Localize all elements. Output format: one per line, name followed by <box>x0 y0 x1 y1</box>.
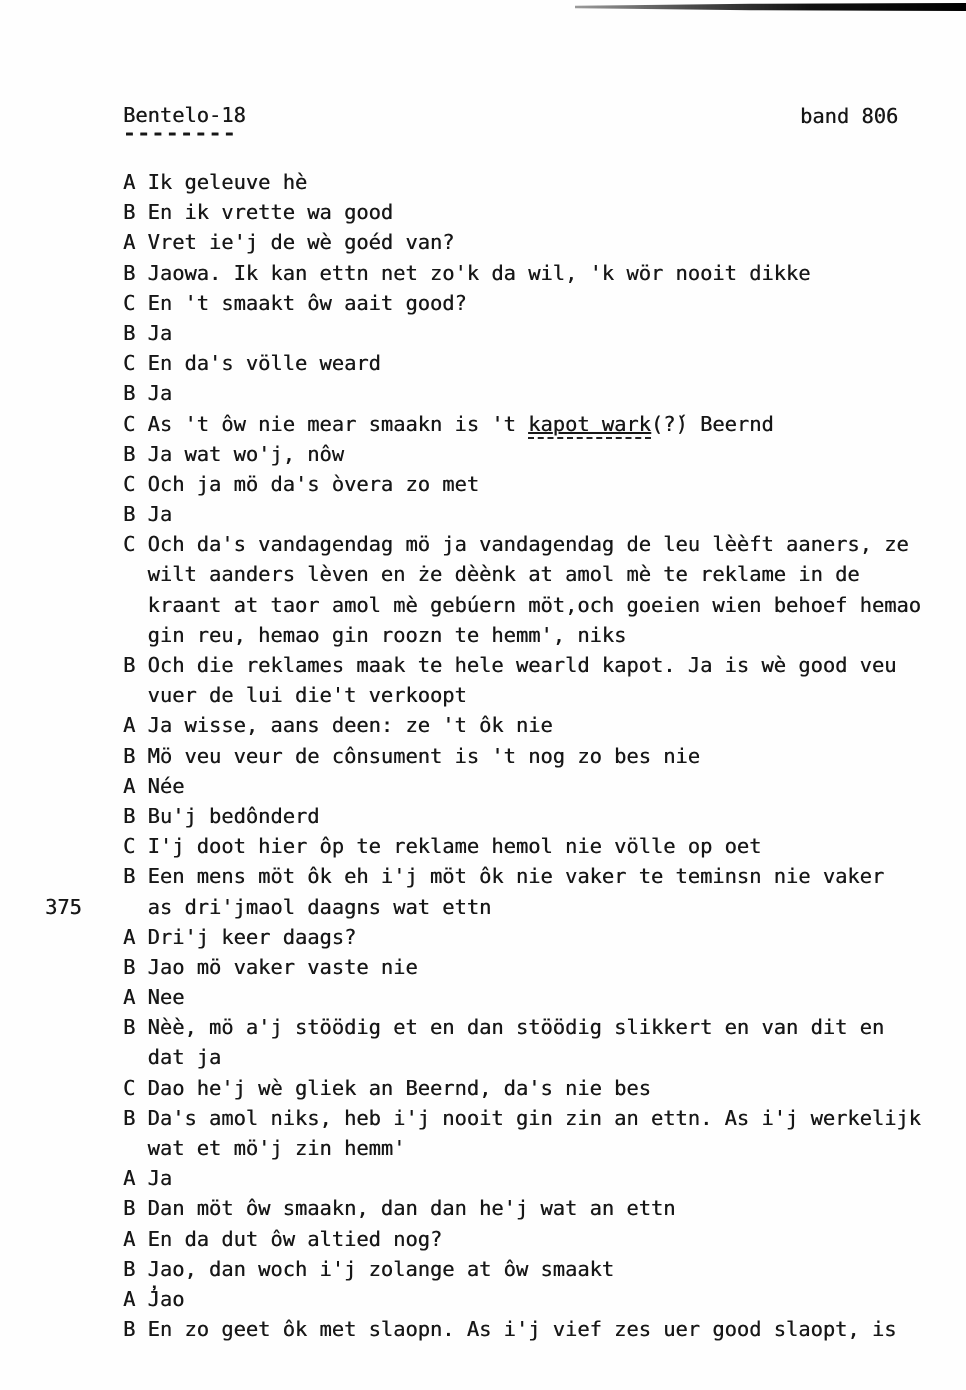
line-text: B Da's amol niks, heb i'j nooit gin zin an ettn. As i'j werkelijk <box>123 1105 921 1130</box>
line-text: A Ja wisse, aans deen: ze 't ôk nie <box>123 713 553 738</box>
transcript-line <box>123 680 943 710</box>
line-text: B Och die reklames maak te hele wearld kapot. Ja is wè good veu <box>123 653 897 677</box>
line-text: A J̓ao <box>123 1286 185 1311</box>
line-text: wilt aanders lèven en że dèènk at amol mè te reklame in de <box>123 562 860 587</box>
transcript-line <box>123 1042 943 1072</box>
line-text: B Ja <box>123 381 173 406</box>
line-text: B Jao mö vaker vaste nie <box>123 954 418 979</box>
transcript-line <box>123 771 943 801</box>
line-text: as dri'jmaol daagns wat ettn <box>123 894 492 919</box>
transcript-line <box>123 1224 943 1254</box>
transcript-line <box>123 409 943 439</box>
transcript-line <box>123 831 943 861</box>
line-text: A Née <box>123 773 185 798</box>
transcript-line <box>123 288 943 318</box>
transcript-line <box>123 1254 943 1284</box>
transcript-line <box>123 378 943 408</box>
transcript-line <box>123 650 943 680</box>
transcript-line <box>123 710 943 740</box>
band-number-label: band 806 <box>800 104 899 128</box>
transcript-line <box>123 469 943 499</box>
line-text: C En 't smaakt ôw aait good? <box>123 290 467 315</box>
line-text: B Ja <box>123 320 173 345</box>
transcript-line <box>123 258 943 288</box>
transcript-line <box>123 620 943 650</box>
page-title: Bentelo-18 <box>123 103 246 127</box>
line-text: dat ja <box>123 1045 222 1070</box>
transcript-line <box>123 1103 943 1133</box>
transcript-line <box>123 1314 943 1344</box>
line-text: C Dao he'j wè gliek an Beernd, da's nie bes <box>123 1075 651 1100</box>
scan-artifact-line <box>575 3 966 11</box>
line-text: B Dan möt ôw smaakn, dan dan he'j wat an ettn <box>123 1196 676 1221</box>
line-text: C Och ja mö da's òvera zo met <box>123 471 480 496</box>
transcript-line <box>123 1073 943 1103</box>
transcript-line <box>123 1012 943 1042</box>
transcript-line <box>45 892 943 922</box>
transcript-line <box>123 559 943 589</box>
line-text: B Ja wat wo'j, nôw <box>123 441 344 466</box>
transcript-line <box>123 1193 943 1223</box>
line-text: B Mö veu veur de cônsument is 't nog zo bes nie <box>123 743 700 768</box>
transcript-line <box>123 922 943 952</box>
line-text: C As 't ôw nie mear smaakn is 't <box>123 411 529 436</box>
underlined-phrase: kapot wark <box>528 412 651 439</box>
transcript-line <box>123 529 943 559</box>
line-text: A Ik geleuve hè <box>123 170 308 194</box>
line-text: A Vret ie'j de wè goéd van? <box>123 230 455 255</box>
line-text: B Jaowa. Ik kan ettn net zo'k da wil, 'k wör nooit dikke <box>123 260 811 285</box>
line-text: B Ja <box>123 502 173 527</box>
page-title-underline: -------- <box>123 121 238 145</box>
line-text: kraant at taor amol mè gebúern möt,och goeien wien behoef hemao <box>123 592 921 617</box>
transcript-line <box>123 952 943 982</box>
transcript-line <box>123 861 943 891</box>
line-text: B Nèè, mö a'j stöödig et en dan stöödig slikkert en van dit en <box>123 1015 885 1040</box>
line-text: A Nee <box>123 985 185 1010</box>
line-text: B Bu'j bedônderd <box>123 803 320 828</box>
line-text: B En ik vrette wa good <box>123 200 394 225</box>
transcript-line <box>123 439 943 469</box>
line-text: vuer de lui die't verkoopt <box>123 683 467 708</box>
line-text: A En da dut ôw altied nog? <box>123 1226 443 1251</box>
line-text: A Dri'j keer daags? <box>123 924 357 949</box>
line-text: B En zo geet ôk met slaopn. As i'j vief zes uer good slaopt, is <box>123 1317 897 1342</box>
transcript-lines <box>45 167 943 1344</box>
transcript-line <box>123 348 943 378</box>
line-text: A Ja <box>123 1166 173 1191</box>
transcript-line <box>123 801 943 831</box>
line-text: B Jao, dan woch i'j zolange at ôw smaakt <box>123 1256 615 1281</box>
transcript-line <box>123 982 943 1012</box>
transcript-line <box>123 590 943 620</box>
transcript-line <box>123 1163 943 1193</box>
line-text: gin reu, hemao gin roozn te hemm', niks <box>123 622 627 647</box>
line-text: C Och da's vandagendag mö ja vandagendag de leu lèèft aaners, ze <box>123 532 909 557</box>
transcript-line <box>123 1284 943 1314</box>
transcript-line <box>123 227 943 257</box>
margin-line-number: 375 <box>45 894 82 919</box>
transcript-line <box>123 1133 943 1163</box>
line-text: C En da's völle weard <box>123 351 381 376</box>
transcript-line <box>123 318 943 348</box>
transcript-line <box>123 167 943 197</box>
line-text: wat et mö'j zin hemm' <box>123 1136 406 1160</box>
transcript-line <box>123 499 943 529</box>
line-text: (?́) Beernd <box>650 411 774 436</box>
transcript-line <box>123 741 943 771</box>
transcript-line <box>123 197 943 227</box>
line-text: B Een mens möt ôk eh i'j möt ôk nie vaker te teminsn nie vaker <box>123 864 885 889</box>
line-text: C I'j doot hier ôp te reklame hemol nie völle op oet <box>123 834 762 859</box>
